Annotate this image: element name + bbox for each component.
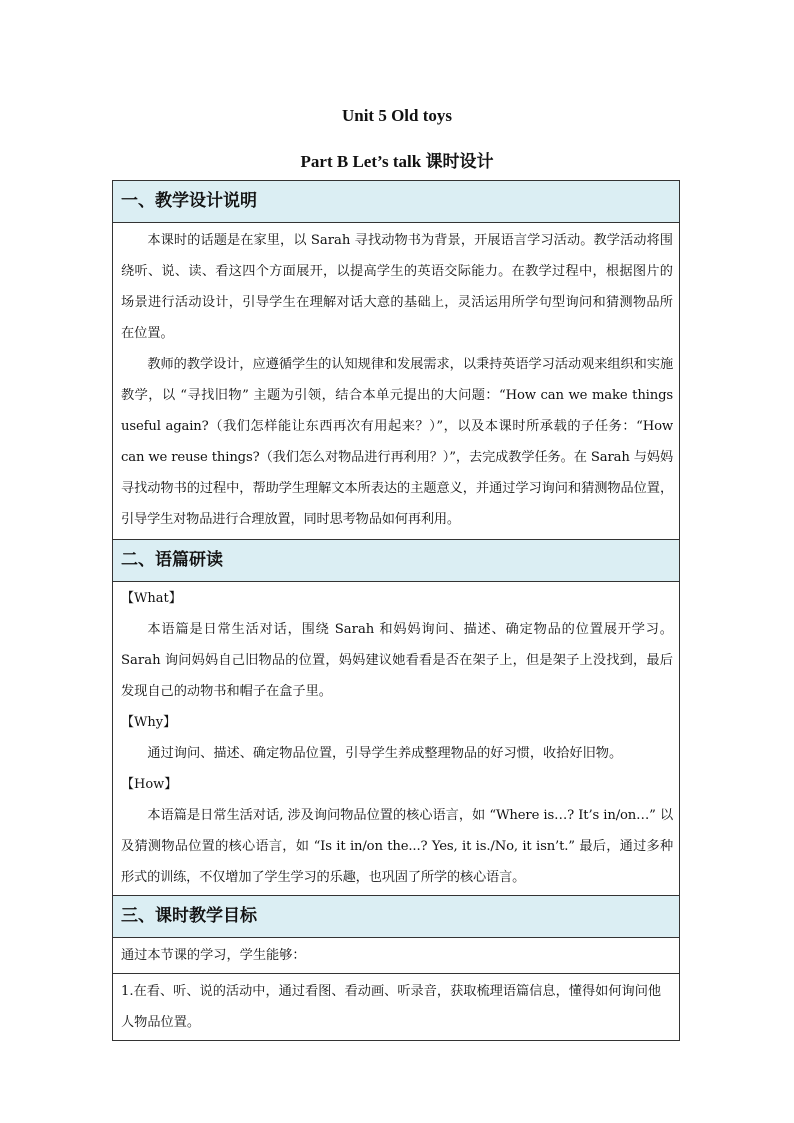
document-title: Unit 5 Old toys: [341, 106, 453, 125]
why-label: 【Why】: [121, 715, 177, 730]
how-label: 【How】: [121, 777, 178, 792]
goal-1-text: 1.在看、听、说的活动中，通过看图、看动画、听录音，获取梳理语篇信息，懂得如何询问他人物品位置。: [121, 984, 662, 1030]
what-label: 【What】: [121, 591, 182, 606]
what-text: 本语篇是日常生活对话，围绕 Sarah 和妈妈询问、描述、确定物品的位置展开学习。Sarah 询问妈妈自己旧物品的位置，妈妈建议她看看是否在架子上，但是架子上没找到，最后发现自己的动物书和帽子在盒子里。: [121, 622, 673, 699]
section-header-teaching-goals: 三、课时教学目标: [113, 896, 679, 938]
section-header-design-notes: 一、教学设计说明: [113, 181, 679, 223]
lesson-design-table: [112, 180, 680, 1041]
how-text: 本语篇是日常生活对话, 涉及询问物品位置的核心语言，如 “Where is…? It’s in/on…” 以及猜测物品位置的核心语言，如 “Is it in/on the...? Yes, it is./No, it isn’t.” 最后，通过多种形式的训练，不仅增加了学生学习的乐趣，也巩固了所学的核心语言。: [121, 808, 673, 885]
design-notes-paragraph-2: 教师的教学设计，应遵循学生的认知规律和发展需求，以秉持英语学习活动观来组织和实施教学，以 “寻找旧物” 主题为引领，结合本单元提出的大问题：“How can we make things useful again?（我们怎样能让东西再次有用起来？）”，以及本课时所承载的子任务：“How can we reuse things?（我们怎么对物品进行再利用？）”，去完成教学任务。在 Sarah 与妈妈寻找动物书的过程中，帮助学生理解文本所表达的主题意义，并通过学习询问和猜测物品位置，引导学生对物品进行合理放置，同时思考物品如何再利用。: [121, 357, 673, 527]
why-text: 通过询问、描述、确定物品位置，引导学生养成整理物品的好习惯，收拾好旧物。: [147, 746, 623, 761]
design-notes-cell: [113, 223, 679, 540]
design-notes-paragraph-1: 本课时的话题是在家里，以 Sarah 寻找动物书为背景，开展语言学习活动。教学活动将围绕听、说、读、看这四个方面展开，以提高学生的英语交际能力。在教学过程中，根据图片的场景进行活动设计，引导学生在理解对话大意的基础上，灵活运用所学句型询问和猜测物品所在位置。: [121, 233, 673, 341]
section-header-text-analysis: 二、语篇研读: [113, 540, 679, 582]
goals-intro: 通过本节课的学习，学生能够：: [121, 948, 306, 963]
text-analysis-cell: [113, 582, 679, 896]
goals-intro-cell: [113, 938, 679, 974]
goal-1-cell: [113, 974, 679, 1040]
document-subtitle: Part B Let’s talk 课时设计: [300, 152, 494, 171]
